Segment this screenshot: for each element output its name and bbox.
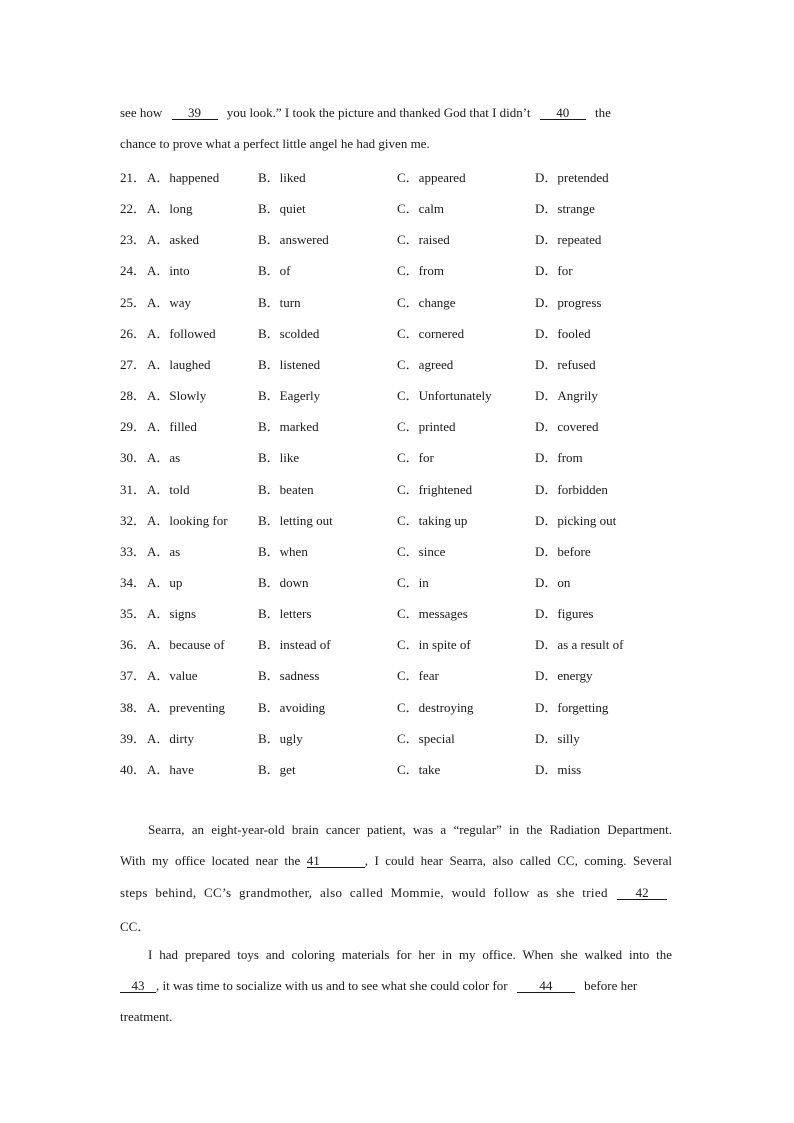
option-a: A．told — [147, 481, 190, 497]
option-d: D．covered — [535, 419, 599, 435]
question-number: 28． — [120, 388, 147, 404]
question-number: 21． — [120, 170, 147, 185]
option-a: A．value — [147, 668, 198, 684]
option-d: D．for — [535, 263, 573, 279]
option-d: D．refused — [535, 356, 596, 372]
option-d: D．as a result of — [535, 637, 624, 653]
option-a: A．looking for — [147, 512, 228, 528]
question-number: 33． — [120, 543, 147, 559]
option-b: B．ugly — [258, 730, 303, 746]
passage-text: steps behind, CC’s grandmother, also called Mommie, would follow as she tried — [120, 885, 608, 900]
option-a: A．Slowly — [147, 388, 207, 404]
option-d: D．miss — [535, 761, 582, 777]
option-c: C．printed — [397, 419, 456, 435]
option-d: D．energy — [535, 668, 593, 684]
option-d: D．before — [535, 543, 591, 559]
passage-text: , I could hear Searra, also called CC, coming. Several — [364, 853, 673, 868]
question-number: 26． — [120, 325, 147, 341]
option-a: A．laughed — [147, 356, 211, 372]
option-d: D．picking out — [535, 512, 617, 528]
question-row — [120, 323, 680, 341]
option-b: B．of — [258, 263, 291, 279]
option-a: A．dirty — [147, 730, 194, 746]
question-number: 31． — [120, 481, 147, 497]
question-number: 39． — [120, 730, 147, 746]
blank-41: 41 — [307, 854, 365, 868]
blank-39: 39 — [172, 106, 218, 120]
question-row — [120, 354, 680, 372]
option-b: B．when — [258, 543, 308, 559]
question-row — [120, 385, 680, 403]
intro-line-2: chance to prove what a perfect little angel he had given me. — [120, 136, 430, 151]
option-a: A．preventing — [147, 699, 225, 715]
option-b: B．marked — [258, 419, 319, 435]
question-number: 40． — [120, 761, 147, 777]
question-number: 37． — [120, 668, 147, 684]
intro-text: see how — [120, 105, 163, 120]
option-a: A．followed — [147, 325, 216, 341]
option-b: B．get — [258, 761, 296, 777]
option-c: C．Unfortunately — [397, 388, 492, 404]
question-number: 24． — [120, 263, 147, 279]
option-c: C．fear — [397, 668, 439, 684]
option-d: D．fooled — [535, 325, 591, 341]
question-row — [120, 229, 680, 247]
passage-line — [120, 978, 672, 994]
question-row — [120, 634, 680, 652]
passage-line: treatment. — [120, 1009, 173, 1024]
blank-42: 42 — [617, 886, 667, 900]
question-row — [120, 198, 680, 216]
option-c: C．agreed — [397, 356, 454, 372]
passage-text: With my office located near the — [120, 853, 301, 868]
question-number: 36． — [120, 637, 147, 653]
question-row — [120, 728, 680, 746]
option-b: B．listened — [258, 356, 321, 372]
option-c: C．special — [397, 730, 455, 746]
option-c: C．cornered — [397, 325, 465, 341]
option-a: A．have — [147, 761, 194, 777]
question-row — [120, 759, 680, 777]
question-row — [120, 260, 680, 278]
question-row — [120, 479, 680, 497]
intro-text: you look.” I took the picture and thanked God that I didn’t — [226, 105, 531, 120]
option-c: C．in spite of — [397, 637, 471, 653]
option-d: D．figures — [535, 606, 594, 622]
option-b: B．sadness — [258, 668, 320, 684]
question-number: 34． — [120, 574, 147, 590]
question-number: 30． — [120, 450, 147, 466]
blank-44: 44 — [517, 979, 575, 993]
option-d: D．on — [535, 574, 571, 590]
option-b: B．avoiding — [258, 699, 326, 715]
question-row — [120, 665, 680, 683]
question-row — [120, 447, 680, 465]
option-c: C．taking up — [397, 512, 468, 528]
blank-43: 43 — [120, 979, 156, 993]
intro-line-1 — [120, 105, 611, 121]
option-c: C．change — [397, 294, 456, 310]
option-d: D．forbidden — [535, 481, 608, 497]
option-d: D．silly — [535, 730, 580, 746]
option-d: D．from — [535, 450, 583, 466]
option-b: B．letting out — [258, 512, 333, 528]
option-b: B．quiet — [258, 201, 306, 217]
question-row — [120, 572, 680, 590]
passage-line — [120, 853, 672, 869]
option-c: C．in — [397, 574, 429, 590]
option-b: B．liked — [258, 170, 306, 185]
option-a: A．asked — [147, 232, 199, 248]
option-a: A．because of — [147, 637, 225, 653]
question-row — [120, 510, 680, 528]
question-number: 25． — [120, 294, 147, 310]
blank-40: 40 — [540, 106, 586, 120]
question-row — [120, 603, 680, 621]
question-row — [120, 292, 680, 310]
question-number: 38． — [120, 699, 147, 715]
question-number: 35． — [120, 606, 147, 622]
passage-line: CC． — [120, 919, 151, 934]
option-c: C．frightened — [397, 481, 473, 497]
intro-text: the — [595, 105, 611, 120]
question-row — [120, 697, 680, 715]
question-number: 23． — [120, 232, 147, 248]
passage-line — [120, 885, 672, 901]
option-d: D．repeated — [535, 232, 602, 248]
option-b: B．letters — [258, 606, 312, 622]
passage-line: I had prepared toys and coloring materials for her in my office. When she walked into the — [148, 947, 672, 962]
option-d: D．progress — [535, 294, 602, 310]
option-a: A．filled — [147, 419, 197, 435]
passage-text: , it was time to socialize with us and to see what she could color for — [156, 978, 508, 993]
option-b: B．beaten — [258, 481, 314, 497]
option-d: D．forgetting — [535, 699, 609, 715]
option-a: A．signs — [147, 606, 197, 622]
option-c: C．from — [397, 263, 444, 279]
option-b: B．down — [258, 574, 309, 590]
question-number: 32． — [120, 512, 147, 528]
option-b: B．like — [258, 450, 300, 466]
option-a: A．into — [147, 263, 190, 279]
option-b: B．answered — [258, 232, 329, 248]
option-b: B．scolded — [258, 325, 320, 341]
question-row — [120, 541, 680, 559]
option-a: A．long — [147, 201, 193, 217]
option-c: C．calm — [397, 201, 444, 217]
question-row — [120, 416, 680, 434]
option-d: D．Angrily — [535, 388, 598, 404]
option-c: C．for — [397, 450, 434, 466]
option-c: C．appeared — [397, 170, 466, 185]
option-a: A．way — [147, 294, 192, 310]
option-c: C．messages — [397, 606, 468, 622]
question-number: 29． — [120, 419, 147, 435]
option-b: B．Eagerly — [258, 388, 321, 404]
option-d: D．strange — [535, 201, 595, 217]
passage-line: Searra, an eight-year-old brain cancer patient, was a “regular” in the Radiation Department. — [148, 822, 672, 837]
passage-text: before her — [584, 978, 638, 993]
option-c: C．take — [397, 761, 441, 777]
option-b: B．instead of — [258, 637, 331, 653]
question-number: 22． — [120, 201, 147, 217]
option-a: A．as — [147, 450, 181, 466]
option-a: A．up — [147, 574, 183, 590]
option-a: A．as — [147, 543, 181, 559]
question-row — [120, 167, 680, 185]
option-a: A．happened — [147, 170, 220, 185]
option-c: C．since — [397, 543, 446, 559]
option-c: C．destroying — [397, 699, 474, 715]
option-c: C．raised — [397, 232, 450, 248]
option-d: D．pretended — [535, 170, 609, 185]
option-b: B．turn — [258, 294, 301, 310]
question-number: 27． — [120, 356, 147, 372]
